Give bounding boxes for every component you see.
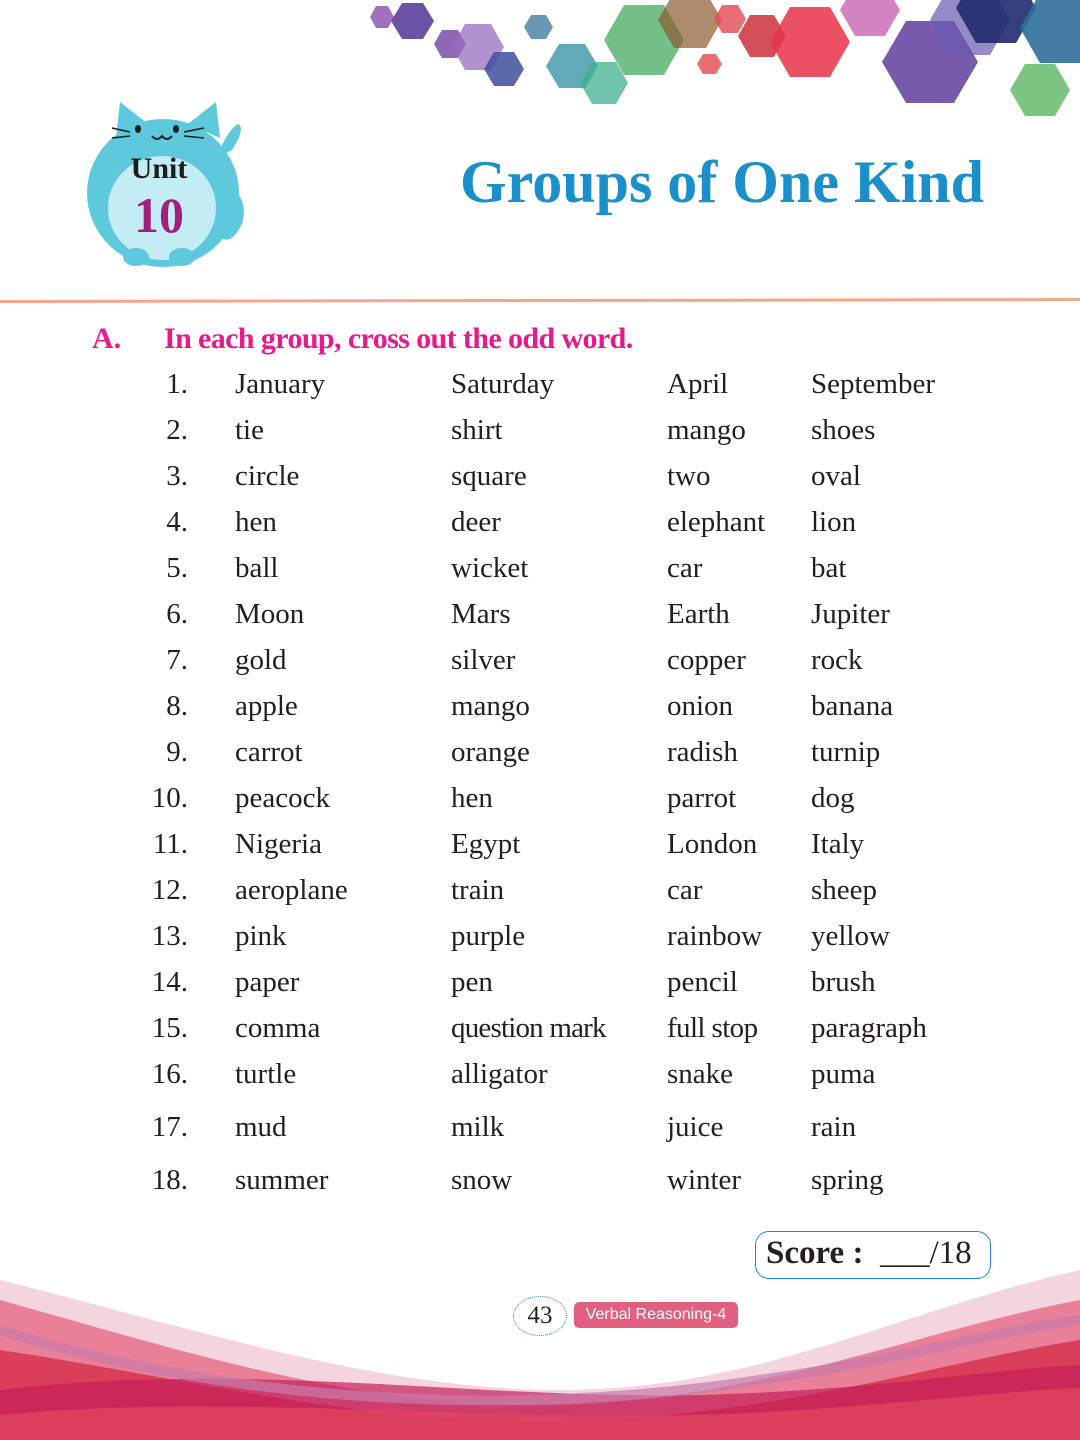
row-number: 9.	[166, 736, 188, 768]
row-number: 13.	[151, 920, 188, 952]
word-group-row	[0, 874, 1080, 914]
word-option[interactable]: shirt	[451, 414, 503, 446]
word-option[interactable]: mango	[667, 414, 746, 446]
word-option[interactable]: London	[667, 828, 758, 860]
word-option[interactable]: yellow	[811, 920, 890, 952]
word-option[interactable]: September	[811, 368, 936, 400]
word-group-row	[0, 920, 1080, 960]
word-group-row	[0, 644, 1080, 684]
word-option[interactable]: rock	[811, 644, 863, 676]
word-option[interactable]: turnip	[811, 736, 881, 768]
word-option[interactable]: January	[235, 368, 326, 400]
word-option[interactable]: brush	[811, 966, 876, 998]
word-option[interactable]: question mark	[451, 1012, 606, 1044]
word-option[interactable]: winter	[667, 1164, 742, 1196]
word-option[interactable]: lion	[811, 506, 857, 538]
unit-label: Unit	[130, 152, 188, 185]
word-option[interactable]: silver	[451, 644, 516, 676]
word-option[interactable]: elephant	[667, 506, 766, 538]
word-option[interactable]: car	[667, 552, 703, 584]
word-option[interactable]: summer	[235, 1164, 329, 1196]
word-option[interactable]: mud	[235, 1111, 287, 1143]
header-divider	[0, 296, 1080, 306]
row-number: 5.	[166, 552, 188, 584]
word-option[interactable]: turtle	[235, 1058, 297, 1090]
word-option[interactable]: Jupiter	[811, 598, 890, 630]
word-group-row	[0, 414, 1080, 454]
word-option[interactable]: snake	[667, 1058, 734, 1090]
page-title: Groups of One Kind	[460, 149, 985, 215]
word-option[interactable]: circle	[235, 460, 300, 492]
word-group-row	[0, 1012, 1080, 1052]
word-option[interactable]: Italy	[811, 828, 865, 860]
row-number: 4.	[166, 506, 188, 538]
row-number: 12.	[151, 874, 188, 906]
word-option[interactable]: Mars	[451, 598, 511, 630]
word-group-row	[0, 598, 1080, 638]
word-option[interactable]: pencil	[667, 966, 738, 998]
series-badge: Verbal Reasoning-4	[574, 1302, 738, 1328]
word-option[interactable]: puma	[811, 1058, 876, 1090]
word-option[interactable]: copper	[667, 644, 746, 676]
score-value[interactable]: ___/18	[880, 1235, 972, 1271]
word-option[interactable]: comma	[235, 1012, 321, 1044]
word-option[interactable]: orange	[451, 736, 530, 768]
word-option[interactable]: peacock	[235, 782, 330, 814]
word-group-row	[0, 368, 1080, 408]
word-option[interactable]: tie	[235, 414, 264, 446]
word-option[interactable]: sheep	[811, 874, 878, 906]
word-option[interactable]: April	[667, 368, 729, 400]
row-number: 6.	[166, 598, 188, 630]
row-number: 18.	[151, 1164, 188, 1196]
row-number: 1.	[166, 368, 188, 400]
word-group-row	[0, 506, 1080, 546]
section-letter: A.	[92, 322, 122, 355]
word-option[interactable]: snow	[451, 1164, 513, 1196]
word-option[interactable]: Saturday	[451, 368, 555, 400]
word-option[interactable]: ball	[235, 552, 279, 584]
exercise-instruction: In each group, cross out the odd word.	[164, 322, 633, 355]
word-option[interactable]: Nigeria	[235, 828, 322, 860]
row-number: 8.	[166, 690, 188, 722]
word-option[interactable]: Egypt	[451, 828, 521, 860]
word-option[interactable]: Moon	[235, 598, 305, 630]
word-group-row	[0, 1058, 1080, 1098]
word-option[interactable]: radish	[667, 736, 738, 768]
word-option[interactable]: milk	[451, 1111, 505, 1143]
row-number: 14.	[151, 966, 188, 998]
word-option[interactable]: spring	[811, 1164, 884, 1196]
word-option[interactable]: pink	[235, 920, 287, 952]
word-option[interactable]: hen	[451, 782, 493, 814]
word-option[interactable]: square	[451, 460, 527, 492]
word-option[interactable]: dog	[811, 782, 855, 814]
word-option[interactable]: shoes	[811, 414, 876, 446]
word-option[interactable]: pen	[451, 966, 493, 998]
word-group-row	[0, 736, 1080, 776]
word-option[interactable]: juice	[667, 1111, 724, 1143]
word-option[interactable]: onion	[667, 690, 734, 722]
word-option[interactable]: oval	[811, 460, 861, 492]
word-option[interactable]: parrot	[667, 782, 737, 814]
row-number: 3.	[166, 460, 188, 492]
word-option[interactable]: paragraph	[811, 1012, 927, 1044]
word-group-row	[0, 966, 1080, 1006]
word-option[interactable]: rain	[811, 1111, 857, 1143]
word-group-row	[0, 690, 1080, 730]
word-option[interactable]: aeroplane	[235, 874, 348, 906]
word-option[interactable]: train	[451, 874, 505, 906]
unit-number: 10	[134, 187, 184, 243]
row-number: 10.	[151, 782, 188, 814]
word-option[interactable]: Earth	[667, 598, 730, 630]
word-option[interactable]: mango	[451, 690, 530, 722]
word-group-row	[0, 1164, 1080, 1204]
word-group-row	[0, 552, 1080, 592]
word-option[interactable]: deer	[451, 506, 501, 538]
word-option[interactable]: carrot	[235, 736, 303, 768]
row-number: 2.	[166, 414, 188, 446]
word-group-row	[0, 460, 1080, 500]
word-group-row	[0, 782, 1080, 822]
word-option[interactable]: gold	[235, 644, 287, 676]
word-option[interactable]: apple	[235, 690, 298, 722]
word-option[interactable]: bat	[811, 552, 847, 584]
word-option[interactable]: rainbow	[667, 920, 763, 952]
word-option[interactable]: paper	[235, 966, 300, 998]
row-number: 17.	[151, 1111, 188, 1143]
word-group-row	[0, 1111, 1080, 1151]
word-option[interactable]: purple	[451, 920, 526, 952]
row-number: 15.	[151, 1012, 188, 1044]
row-number: 11.	[152, 828, 188, 860]
word-option[interactable]: car	[667, 874, 703, 906]
word-option[interactable]: banana	[811, 690, 894, 722]
word-option[interactable]: alligator	[451, 1058, 548, 1090]
cat-icon	[78, 98, 253, 273]
word-option[interactable]: wicket	[451, 552, 529, 584]
score-label: Score :	[766, 1235, 864, 1271]
word-option[interactable]: hen	[235, 506, 277, 538]
row-number: 16.	[151, 1058, 188, 1090]
page-number: 43	[513, 1296, 567, 1336]
word-option[interactable]: two	[667, 460, 711, 492]
word-group-row	[0, 828, 1080, 868]
row-number: 7.	[166, 644, 188, 676]
word-option[interactable]: full stop	[667, 1012, 758, 1044]
